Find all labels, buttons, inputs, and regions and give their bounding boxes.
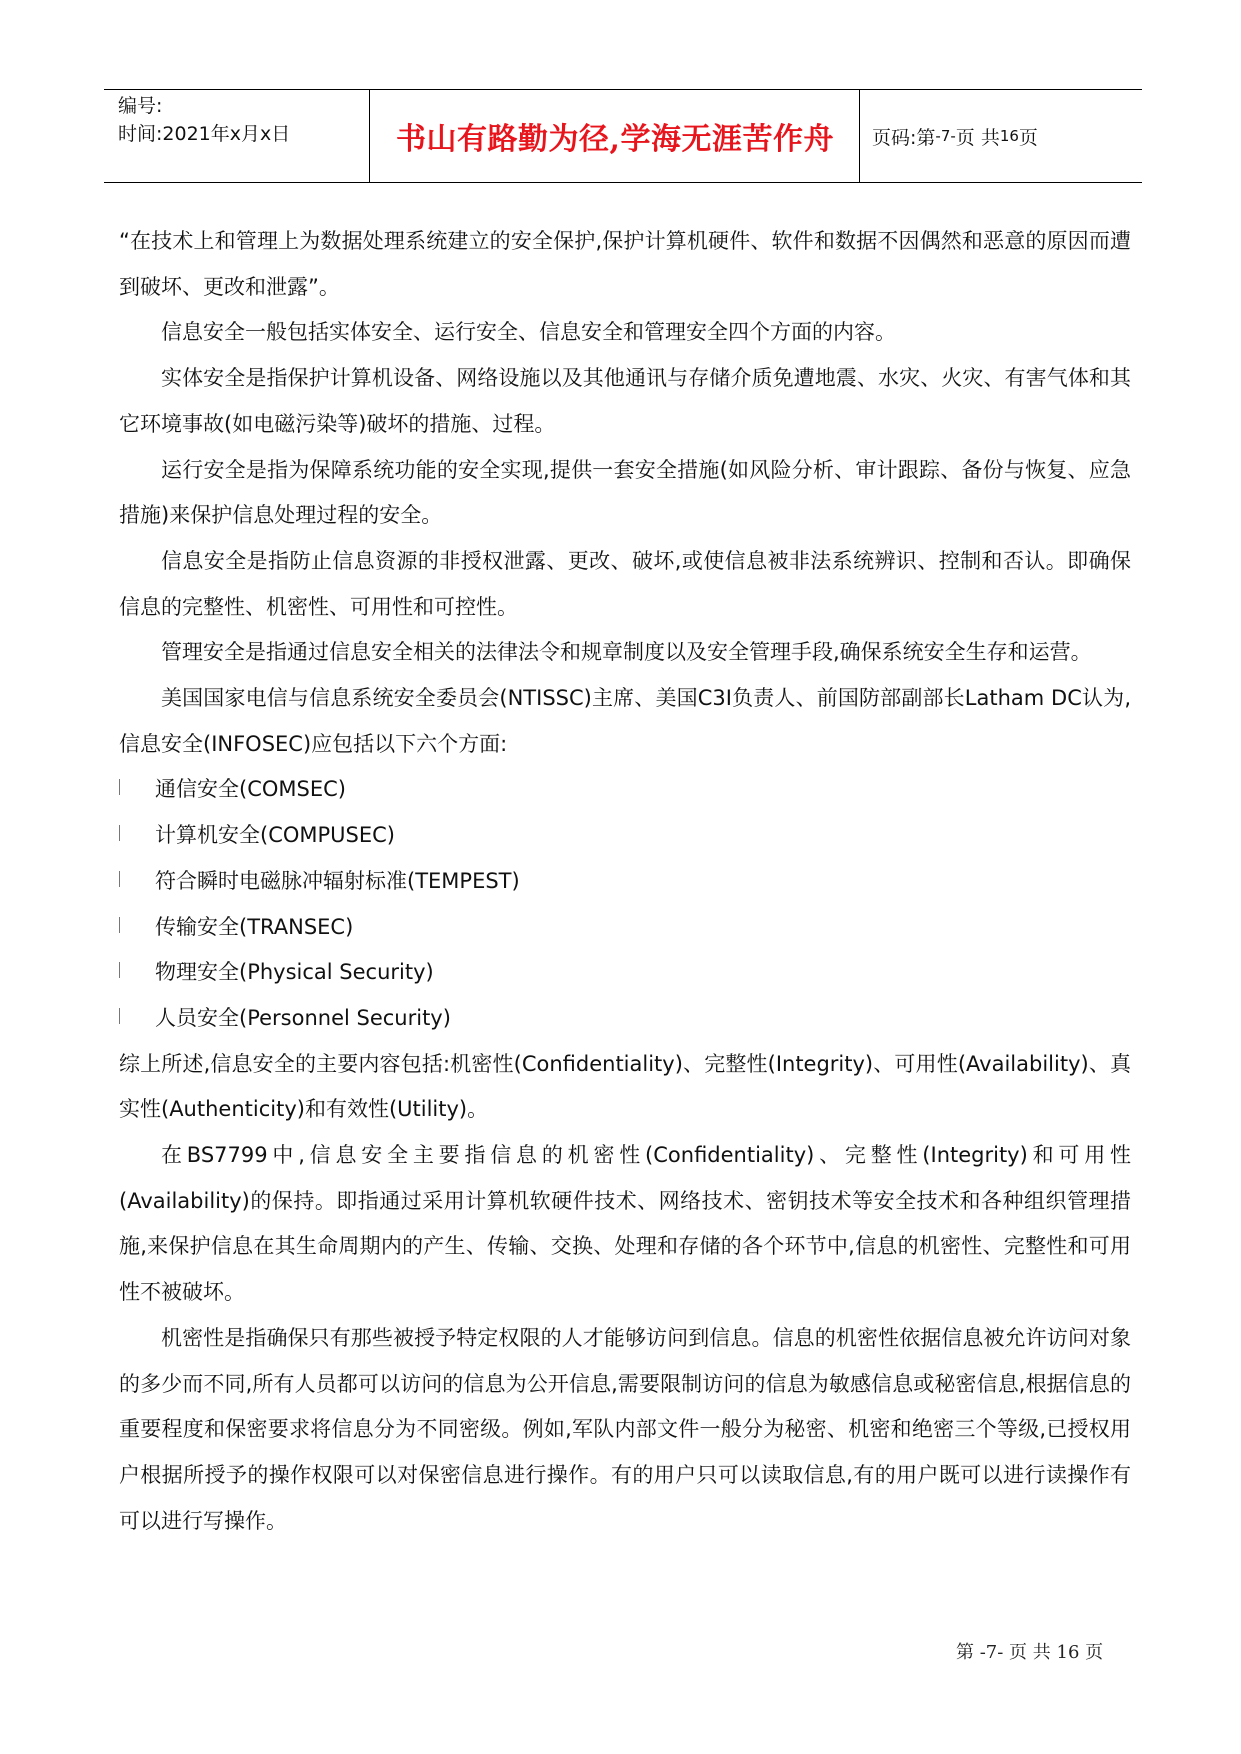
list-item-text: 传输安全(TRANSEC) [155,914,354,939]
list-item [119,767,1131,813]
list-item [119,813,1131,859]
paragraph: “在技术上和管理上为数据处理系统建立的安全保护,保护计算机硬件、软件和数据不因偶然和恶意的原因而遭到破坏、更改和泄露”。 [119,229,1131,299]
paragraph: 信息安全一般包括实体安全、运行安全、信息安全和管理安全四个方面的内容。 [161,320,896,345]
paragraph: 管理安全是指通过信息安全相关的法律法令和规章制度以及安全管理手段,确保系统安全生存和运营。 [161,640,1092,665]
serial-label: 编号: [118,95,163,117]
list-item-text: 通信安全(COMSEC) [155,777,346,802]
bullet-list [119,767,1131,1041]
time-label: 时间:2021年x月x日 [118,123,291,145]
bullet-mark-icon [119,1008,120,1024]
list-item [119,950,1131,996]
list-item [119,859,1131,905]
page-mid: 页 共 [955,126,1000,149]
bullet-mark-icon [119,871,120,887]
header-divider-right [859,90,860,182]
paragraphs-before [119,219,1131,767]
page-total: 16 [999,127,1019,145]
header-meta [118,92,290,148]
document-body [119,219,1131,1544]
list-item-text: 人员安全(Personnel Security) [155,1005,451,1030]
page-suffix: 页 [1018,126,1038,149]
list-item-text: 物理安全(Physical Security) [155,960,434,985]
paragraph: 在BS7799中,信息安全主要指信息的机密性(Confidentiality)、完整性(Integrity)和可用性(Availability)的保持。即指通过采用计算机软硬件技术、网络技术、密钥技术等安全技术和各种组织管理措施,来保护信息在其生命周期内的产生、传输、交换、处理和存储的各个环节中,信息的机密性、完整性和可用性不被破坏。 [119,1143,1131,1305]
list-item [119,905,1131,951]
list-item-text: 计算机安全(COMPUSEC) [155,823,395,848]
list-item [119,996,1131,1042]
paragraph: 美国国家电信与信息系统安全委员会(NTISSC)主席、美国C3I负责人、前国防部副部长Latham DC认为,信息安全(INFOSEC)应包括以下六个方面: [119,686,1131,756]
list-item-text: 符合瞬时电磁脉冲辐射标准(TEMPEST) [155,868,520,893]
page-footer: 第 -7- 页 共 16 页 [956,1642,1104,1663]
bullet-mark-icon [119,825,120,841]
bullet-mark-icon [119,779,120,795]
page-prefix: 页码:第 [872,126,936,149]
page-header [104,89,1142,183]
paragraph: 机密性是指确保只有那些被授予特定权限的人才能够访问到信息。信息的机密性依据信息被允许访问对象的多少而不同,所有人员都可以访问的信息为公开信息,需要限制访问的信息为敏感信息或秘密信息,根据信息的重要程度和保密要求将信息分为不同密级。例如,军队内部文件一般分为秘密、机密和绝密三个等级,已授权用户根据所授予的操作权限可以对保密信息进行操作。有的用户只可以读取信息,有的用户既可以进行读操作有可以进行写操作。 [119,1325,1131,1533]
header-divider-left [369,90,370,182]
paragraphs-after [119,1042,1131,1545]
bullet-mark-icon [119,962,120,978]
paragraph: 信息安全是指防止信息资源的非授权泄露、更改、破坏,或使信息被非法系统辨识、控制和否认。即确保信息的完整性、机密性、可用性和可控性。 [119,548,1131,619]
header-page-code [872,90,1038,182]
page-number: -7- [935,127,956,145]
bullet-mark-icon [119,917,120,933]
header-motto: 书山有路勤为径,学海无涯苦作舟 [396,122,834,157]
paragraph: 综上所述,信息安全的主要内容包括:机密性(Confidentiality)、完整性(Integrity)、可用性(Availability)、真实性(Authenticity)和有效性(Utility)。 [119,1051,1131,1122]
paragraph: 运行安全是指为保障系统功能的安全实现,提供一套安全措施(如风险分析、审计跟踪、备份与恢复、应急措施)来保护信息处理过程的安全。 [119,457,1131,528]
paragraph: 实体安全是指保护计算机设备、网络设施以及其他通讯与存储介质免遭地震、水灾、火灾、有害气体和其它环境事故(如电磁污染等)破坏的措施、过程。 [119,366,1131,436]
